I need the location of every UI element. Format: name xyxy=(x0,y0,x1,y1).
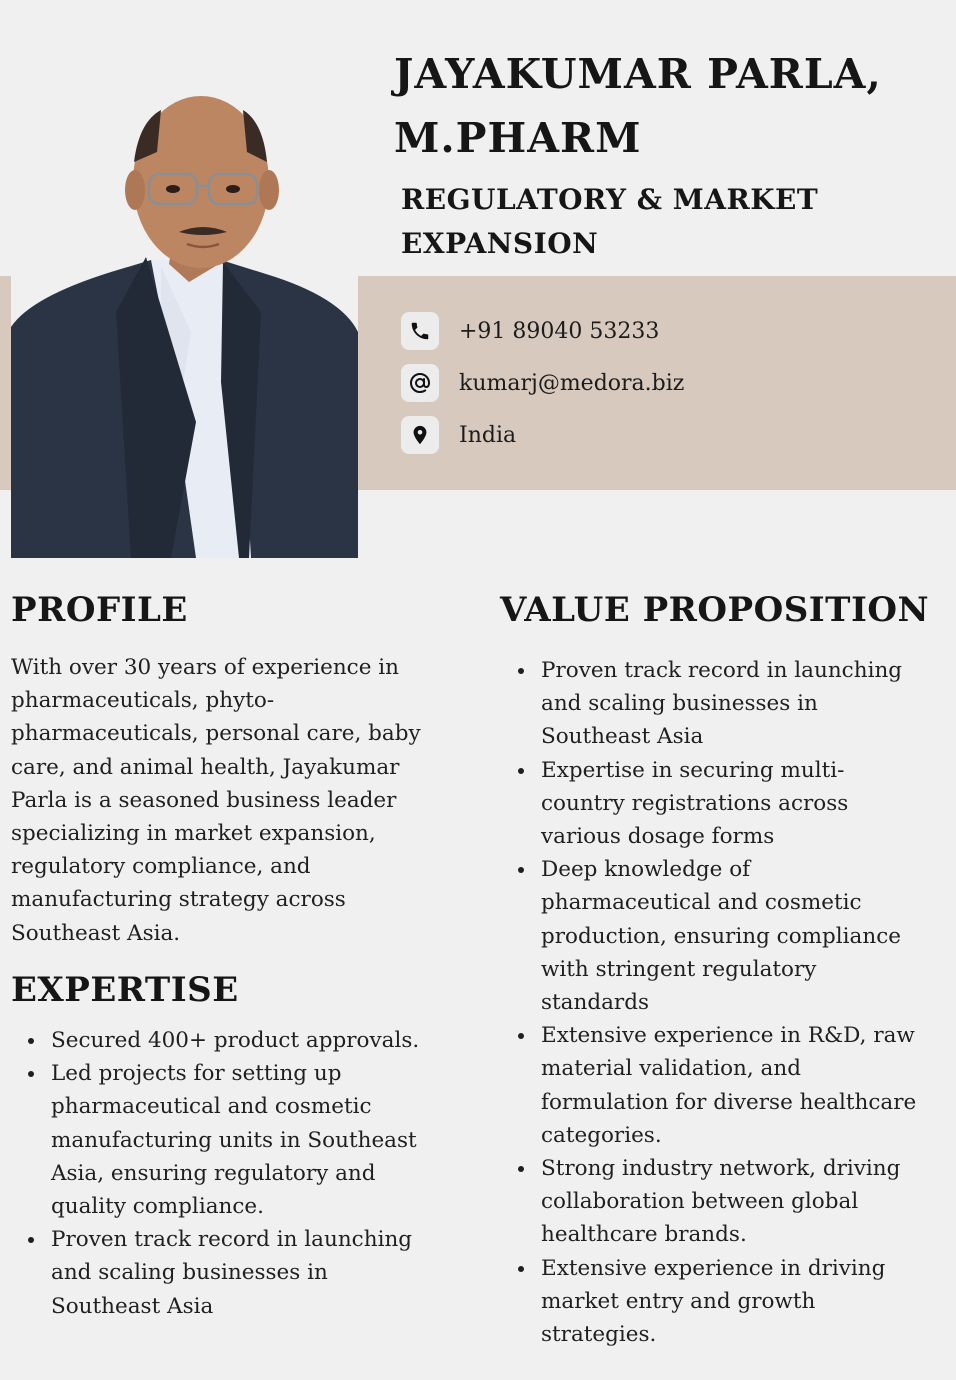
expertise-list xyxy=(11,1024,431,1323)
list-item: Deep knowledge of pharmaceutical and cosmetic production, ensuring compliance with stringent regulatory standards xyxy=(501,853,926,1019)
list-item: Secured 400+ product approvals. xyxy=(11,1024,431,1057)
list-item: Expertise in securing multi-country registrations across various dosage forms xyxy=(501,754,926,854)
contact-email-row[interactable] xyxy=(401,363,684,403)
email-address[interactable]: kumarj@medora.biz xyxy=(459,370,685,396)
list-item: Proven track record in launching and scaling businesses in Southeast Asia xyxy=(11,1223,431,1323)
job-role: REGULATORY & MARKET EXPANSION xyxy=(401,183,819,260)
phone-icon xyxy=(401,312,439,350)
list-item: Proven track record in launching and scaling businesses in Southeast Asia xyxy=(501,654,926,754)
value-proposition-heading: VALUE PROPOSITION xyxy=(500,590,930,630)
person-name: JAYAKUMAR PARLA, M.PHARM xyxy=(394,50,882,162)
list-item: Extensive experience in driving market entry and growth strategies. xyxy=(501,1252,926,1352)
list-item: Led projects for setting up pharmaceutical and cosmetic manufacturing units in Southeast Asia, ensuring regulatory and quality compliance. xyxy=(11,1057,431,1223)
expertise-heading: EXPERTISE xyxy=(11,970,239,1010)
at-icon xyxy=(401,364,439,402)
list-item: Extensive experience in R&D, raw material validation, and formulation for diverse healthcare categories. xyxy=(501,1019,926,1152)
location-pin-icon xyxy=(401,416,439,454)
location: India xyxy=(459,422,517,448)
portrait-photo xyxy=(11,82,358,558)
value-proposition-list xyxy=(501,654,926,1351)
contact-location-row xyxy=(401,415,516,455)
profile-text: With over 30 years of experience in pharmaceuticals, phyto-pharmaceuticals, personal care, baby care, and animal health, Jayakumar Parla is a seasoned business leader specializing in market expansion, regulatory compliance, and manufacturing strategy across Southeast Asia. xyxy=(11,655,421,946)
contact-phone-row[interactable] xyxy=(401,311,659,351)
profile-heading: PROFILE xyxy=(11,590,188,630)
list-item: Strong industry network, driving collaboration between global healthcare brands. xyxy=(501,1152,926,1252)
phone-number[interactable]: +91 89040 53233 xyxy=(459,318,660,344)
